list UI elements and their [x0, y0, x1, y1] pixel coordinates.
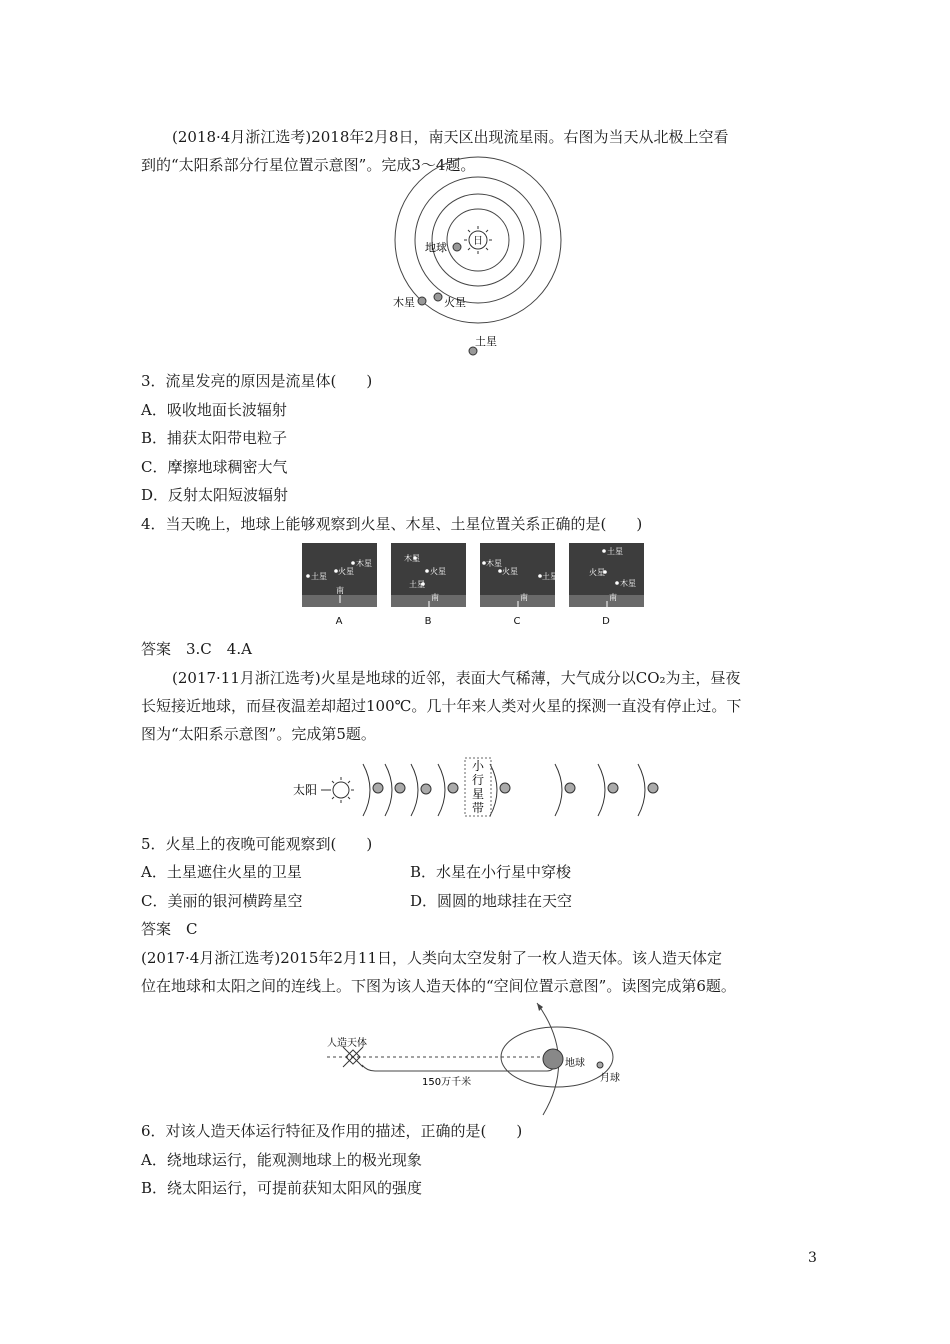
- q3-option-a: A．吸收地面长波辐射: [141, 401, 287, 419]
- panel-a-mars-label: 火星: [338, 567, 354, 576]
- solar-system-line-figure: [293, 756, 663, 818]
- panel-c-letter: C: [513, 616, 521, 627]
- jupiter-label: 木星: [393, 296, 415, 309]
- panel-c-mars-label: 火星: [502, 567, 518, 576]
- q34-intro-line-1: (2018·4月浙江选考)2018年2月8日，南天区出现流星雨。右图为当天从北极上空看: [172, 128, 729, 146]
- mars-label: 火星: [444, 296, 466, 309]
- panel-d-south-label: 南: [609, 593, 617, 602]
- q4-stem: 4．当天晚上，地球上能够观察到火星、木星、土星位置关系正确的是( ): [141, 515, 643, 533]
- sun-label: 日: [473, 236, 483, 247]
- page-number: 3: [808, 1250, 817, 1266]
- belt-char-1: 小: [471, 759, 485, 773]
- q6-stem: 6．对该人造天体运行特征及作用的描述，正确的是( ): [141, 1122, 523, 1140]
- q6-intro-line-2: 位在地球和太阳之间的连线上。下图为该人造天体的“空间位置示意图”。读图完成第6题。: [141, 977, 736, 995]
- asteroid-belt: [465, 758, 491, 816]
- q3-stem: 3．流星发亮的原因是流星体( ): [141, 372, 373, 390]
- jupiter-planet-icon: [418, 297, 426, 305]
- mars-planet-icon: [434, 293, 442, 301]
- earth-label: 地球: [425, 241, 447, 254]
- q5-option-d: D．圆圆的地球挂在天空: [410, 892, 573, 910]
- panel-a-saturn-label: 土星: [311, 572, 327, 581]
- moon-icon: [597, 1062, 603, 1068]
- panel-d-letter: D: [602, 616, 610, 627]
- panel-b-south-label: 南: [431, 593, 439, 602]
- q6-intro-line-1: (2017·4月浙江选考)2015年2月11日，人类向太空发射了一枚人造天体。该人造天体定: [141, 949, 722, 967]
- satellite-label: 人造天体: [327, 1038, 367, 1049]
- panel-a-south-label: 南: [336, 586, 344, 595]
- panel-b-letter: B: [424, 616, 432, 627]
- earth-planet-icon: [453, 243, 461, 251]
- q34-answer: 答案 3.C 4.A: [141, 640, 252, 658]
- q5-stem: 5．火星上的夜晚可能观察到( ): [141, 835, 373, 853]
- panel-b-mars-label: 火星: [430, 567, 446, 576]
- panel-c-south-label: 南: [520, 593, 528, 602]
- q4-panel-d: [569, 543, 644, 627]
- artificial-object-figure: [327, 1003, 637, 1118]
- q3-option-b: B．捕获太阳带电粒子: [141, 429, 288, 447]
- belt-char-2: 行: [471, 773, 485, 787]
- q6-option-b: B．绕太阳运行，可提前获知太阳风的强度: [141, 1179, 423, 1197]
- belt-char-4: 带: [471, 801, 485, 815]
- q4-panel-a: [302, 543, 377, 627]
- saturn-label: 土星: [475, 335, 497, 348]
- saturn-planet-icon: [469, 347, 477, 355]
- q3-option-c: C．摩擦地球稠密大气: [141, 458, 288, 476]
- q5-intro-line-3: 图为“太阳系示意图”。完成第5题。: [141, 725, 376, 743]
- panel-c-saturn-label: 土星: [542, 572, 558, 581]
- q3-option-d: D．反射太阳短波辐射: [141, 486, 289, 504]
- panel-b-jupiter-label: 木星: [404, 554, 420, 563]
- solar-system-planet-figure: [393, 187, 563, 357]
- panel-b-saturn-label: 土星: [409, 580, 425, 589]
- belt-char-3: 星: [471, 787, 485, 801]
- satellite-icon: [343, 1047, 363, 1067]
- sun-icon: [328, 777, 354, 803]
- q34-intro-line-2: 到的“太阳系部分行星位置示意图”。完成3～4题。: [141, 156, 476, 174]
- panel-d-saturn-label: 土星: [607, 547, 623, 556]
- panel-a-letter: A: [335, 616, 343, 627]
- q4-panel-c: [480, 543, 558, 627]
- q5-option-a: A．土星遮住火星的卫星: [141, 863, 302, 881]
- panel-c-jupiter-label: 木星: [486, 559, 502, 568]
- panel-d-mars-label: 火星: [589, 568, 605, 577]
- panel-a-jupiter-label: 木星: [356, 559, 372, 568]
- distance-label: 150万千米: [422, 1077, 472, 1088]
- sun-text-label: 太阳: [293, 783, 318, 797]
- moon-label: 月球: [600, 1073, 620, 1084]
- panel-d-jupiter-label: 木星: [620, 579, 636, 588]
- q4-panel-b: [391, 543, 466, 627]
- q5-intro-line-2: 长短接近地球，而昼夜温差却超过100℃。几十年来人类对火星的探测一直没有停止过。下: [141, 697, 742, 715]
- q5-option-c: C．美丽的银河横跨星空: [141, 892, 303, 910]
- q5-intro-line-1: (2017·11月浙江选考)火星是地球的近邻，表面大气稀薄，大气成分以CO₂为主，昼夜: [172, 669, 741, 687]
- q5-answer: 答案 C: [141, 920, 198, 938]
- q4-night-sky-options: [302, 543, 647, 628]
- q6-option-a: A．绕地球运行，能观测地球上的极光现象: [141, 1151, 422, 1169]
- distance-bracket: [362, 1065, 555, 1071]
- q5-option-b: B．水星在小行星中穿梭: [410, 863, 572, 881]
- earth-text-label: 地球: [565, 1058, 585, 1069]
- earth-icon: [543, 1049, 563, 1069]
- planet-icons: [373, 783, 658, 794]
